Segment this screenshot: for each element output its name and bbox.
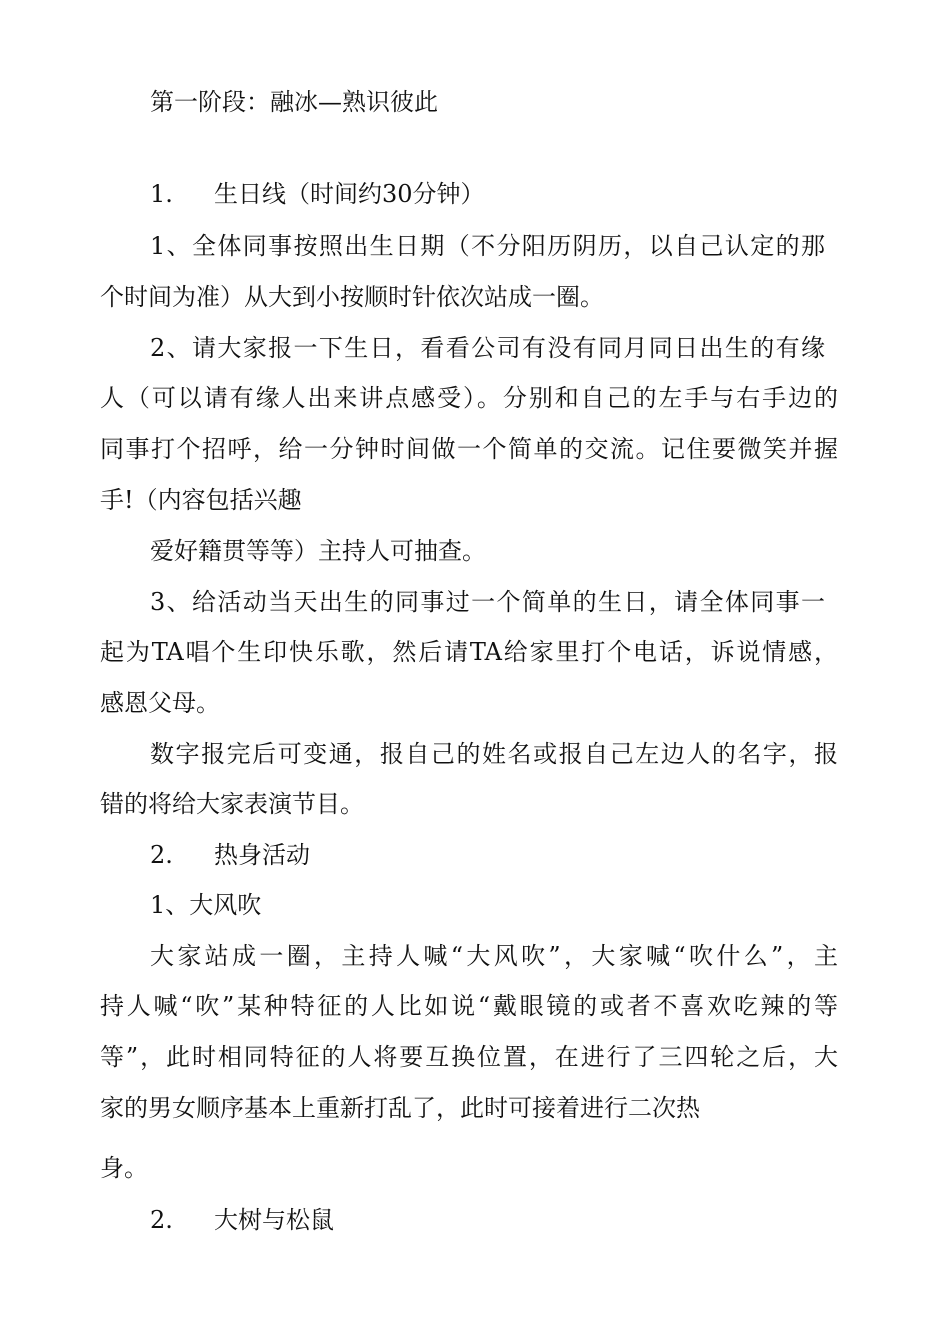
section-heading-birthday-line <box>150 178 485 210</box>
section-heading-tree-squirrel <box>150 1204 334 1236</box>
section-title: 热身活动 <box>214 841 310 869</box>
paragraph-line: 爱好籍贯等等）主持人可抽查。 <box>150 537 486 565</box>
paragraph-line: 1、全体同事按照出生日期（不分阳历阴历，以自己认定的那 <box>150 232 825 260</box>
paragraph-line: 感恩父母。 <box>100 689 220 717</box>
paragraph-line: 大家站成一圈，主持人喊“大风吹”，大家喊“吹什么”，主 <box>150 942 838 970</box>
paragraph-line: 家的男女顺序基本上重新打乱了，此时可接着进行二次热 <box>100 1094 700 1122</box>
section-title: 大树与松鼠 <box>214 1206 334 1234</box>
paragraph-line: 错的将给大家表演节目。 <box>100 790 364 818</box>
stage-heading: 第一阶段：融冰—熟识彼此 <box>150 88 438 116</box>
paragraph-line: 持人喊“吹”某种特征的人比如说“戴眼镜的或者不喜欢吃辣的等 <box>100 992 838 1020</box>
paragraph-line: 身。 <box>100 1154 148 1182</box>
paragraph-line: 等”，此时相同特征的人将要互换位置，在进行了三四轮之后，大 <box>100 1043 838 1071</box>
subheading-big-wind: 1、大风吹 <box>150 891 262 919</box>
paragraph-line: 个时间为准）从大到小按顺时针依次站成一圈。 <box>100 283 604 311</box>
section-number: 2. <box>150 841 173 869</box>
section-number: 2. <box>150 1206 173 1234</box>
paragraph-line: 3、给活动当天出生的同事过一个简单的生日，请全体同事一 <box>150 588 825 616</box>
paragraph-line: 手!（内容包括兴趣 <box>100 486 302 514</box>
section-heading-warmup <box>150 839 310 871</box>
section-title: 生日线（时间约30分钟） <box>214 180 485 208</box>
paragraph-line: 起为TA唱个生印快乐歌，然后请TA给家里打个电话，诉说情感， <box>100 638 838 666</box>
paragraph-line: 数字报完后可变通，报自己的姓名或报自己左边人的名字，报 <box>150 740 838 768</box>
paragraph-line: 人（可以请有缘人出来讲点感受）。分别和自己的左手与右手边的 <box>100 384 838 412</box>
paragraph-line: 2、请大家报一下生日，看看公司有没有同月同日出生的有缘 <box>150 334 825 362</box>
section-number: 1. <box>150 180 173 208</box>
paragraph-line: 同事打个招呼，给一分钟时间做一个简单的交流。记住要微笑并握 <box>100 435 838 463</box>
